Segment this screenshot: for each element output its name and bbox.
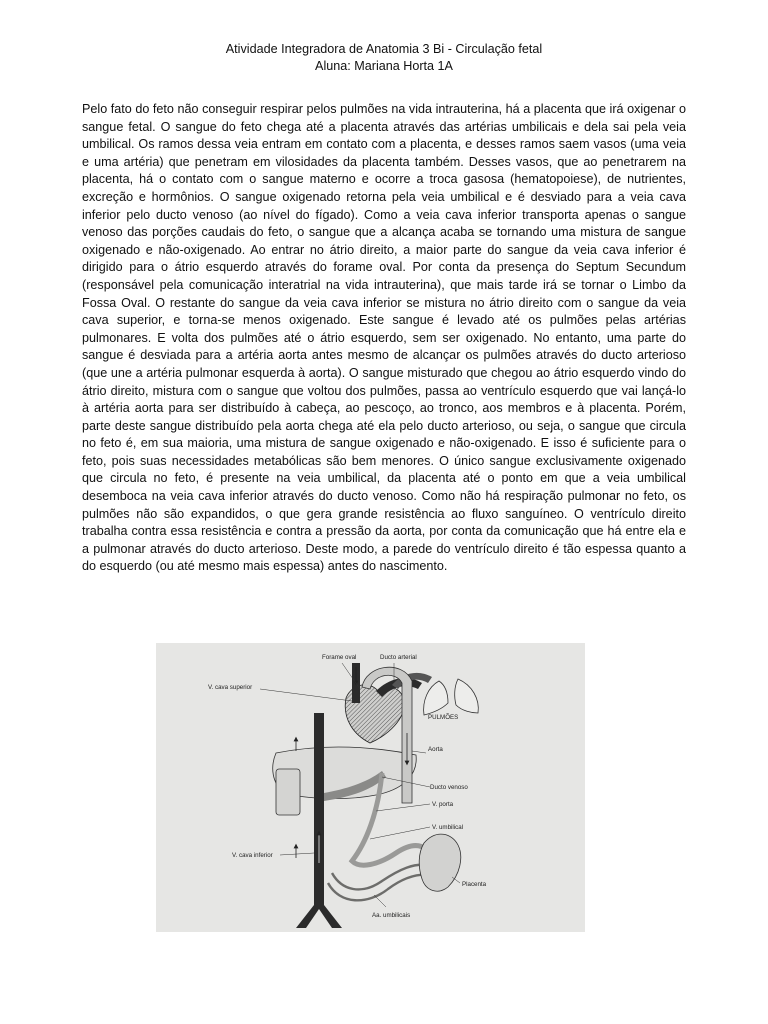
fetal-circulation-figure xyxy=(156,643,585,932)
label-aa-umbilicais: Aa. umbilicais xyxy=(372,912,411,919)
inferior-vena-cava xyxy=(314,713,324,905)
label-v-porta: V. porta xyxy=(432,801,454,808)
liver-lobe-left xyxy=(276,769,300,815)
label-forame-oval: Forame oval xyxy=(322,654,357,661)
document-title: Atividade Integradora de Anatomia 3 Bi - Circulação fetal xyxy=(225,42,543,56)
label-aorta: Aorta xyxy=(428,746,443,753)
left-lung-shape xyxy=(424,681,448,715)
label-v-umbilical: V. umbilical xyxy=(432,824,464,831)
label-v-cava-inferior: V. cava inferior xyxy=(232,852,273,859)
body-paragraph: Pelo fato do feto não conseguir respirar pelos pulmões na vida intrauterina, há a placenta que irá oxigenar o sangue fetal. O sangue do feto chega até a placenta através das artérias umbilicais e dela sai pela veia umbilical. Os ramos dessa veia entram em contato com a placenta, e desses ramos saem vasos (uma veia e uma artéria) que penetram em vilosidades da placenta também. Desses vasos, que ao penetrarem na placenta, há o contato com o sangue materno e ocorre a troca gasosa (hematopoiese), de nutrientes, excreção e hormônios. O sangue oxigenado retorna pela veia umbilical e é desviado para a veia cava inferior pelo ducto venoso (ao nível do fígado). Como a veia cava inferior transporta apenas o sangue venoso das porções caudais do feto, o sangue que a alcança acaba se tornando uma mistura de sangue oxigenado e não-oxigenado. Ao entrar no átrio direito, a maior parte do sangue da veia cava inferior é dirigido para o átrio esquerdo através do forame oval. Por conta da presença do Septum Secundum (responsável pela comunicação interatrial na vida intrauterina), que mais tarde irá se tornar o Limbo da Fossa Oval. O restante do sangue da veia cava inferior se mistura no átrio direito com o sangue da veia cava superior, e torna-se menos oxigenado. Este sangue é levado até os pulmões pelas artérias pulmonares. E volta dos pulmões até o átrio esquerdo, sem ser oxigenado. No entanto, uma parte do sangue é desviada para a artéria aorta antes mesmo de alcançar os pulmões através do ducto arterioso (que une a artéria pulmonar esquerda à aorta). O sangue misturado que chegou ao átrio esquerdo vindo do átrio direito, mistura com o sangue que voltou dos pulmões, passa ao ventrículo esquerdo que vai lançá-lo à artéria aorta para ser distribuído à cabeça, ao pescoço, ao tronco, aos membros e à placenta. Porém, parte deste sangue distribuído pela aorta chega até ela pelo ducto arterioso, ou seja, o sangue que circula no feto é, em sua maioria, uma mistura de sangue oxigenado e não-oxigenado. E isso é suficiente para o feto, pois suas necessidades metabólicas são bem menores. O único sangue exclusivamente oxigenado que circula no feto, é presente na veia umbilical, da placenta até o ponto em que a veia umbilical desemboca na veia cava inferior através do ducto venoso. Como não há respiração pulmonar no feto, os pulmões não são expandidos, o que gera grande resistência ao fluxo sanguíneo. O ventrículo direito trabalha contra essa resistência e contra a pressão da aorta, por conta da comunicação que há entre ela e a pulmonar através do ducto arterioso. Deste modo, a parede do ventrículo direito é tão espessa quanto a do esquerdo (ou até mesmo mais espessa) antes do nascimento. xyxy=(82,102,686,574)
right-lung-shape xyxy=(455,679,479,713)
label-ducto-venoso: Ducto venoso xyxy=(430,784,468,791)
label-placenta: Placenta xyxy=(462,881,487,888)
placenta-shape xyxy=(419,834,461,891)
fetal-circulation-diagram xyxy=(156,643,585,932)
iliac-veins xyxy=(296,905,342,928)
label-ducto-arterial: Ducto arterial xyxy=(380,654,417,661)
title-block xyxy=(0,41,768,75)
label-pulmoes: PULMÕES xyxy=(428,714,459,721)
label-v-cava-superior: V. cava superior xyxy=(208,684,253,691)
student-name: Aluna: Mariana Horta 1A xyxy=(315,59,453,73)
umbilical-artery-2 xyxy=(328,875,432,901)
